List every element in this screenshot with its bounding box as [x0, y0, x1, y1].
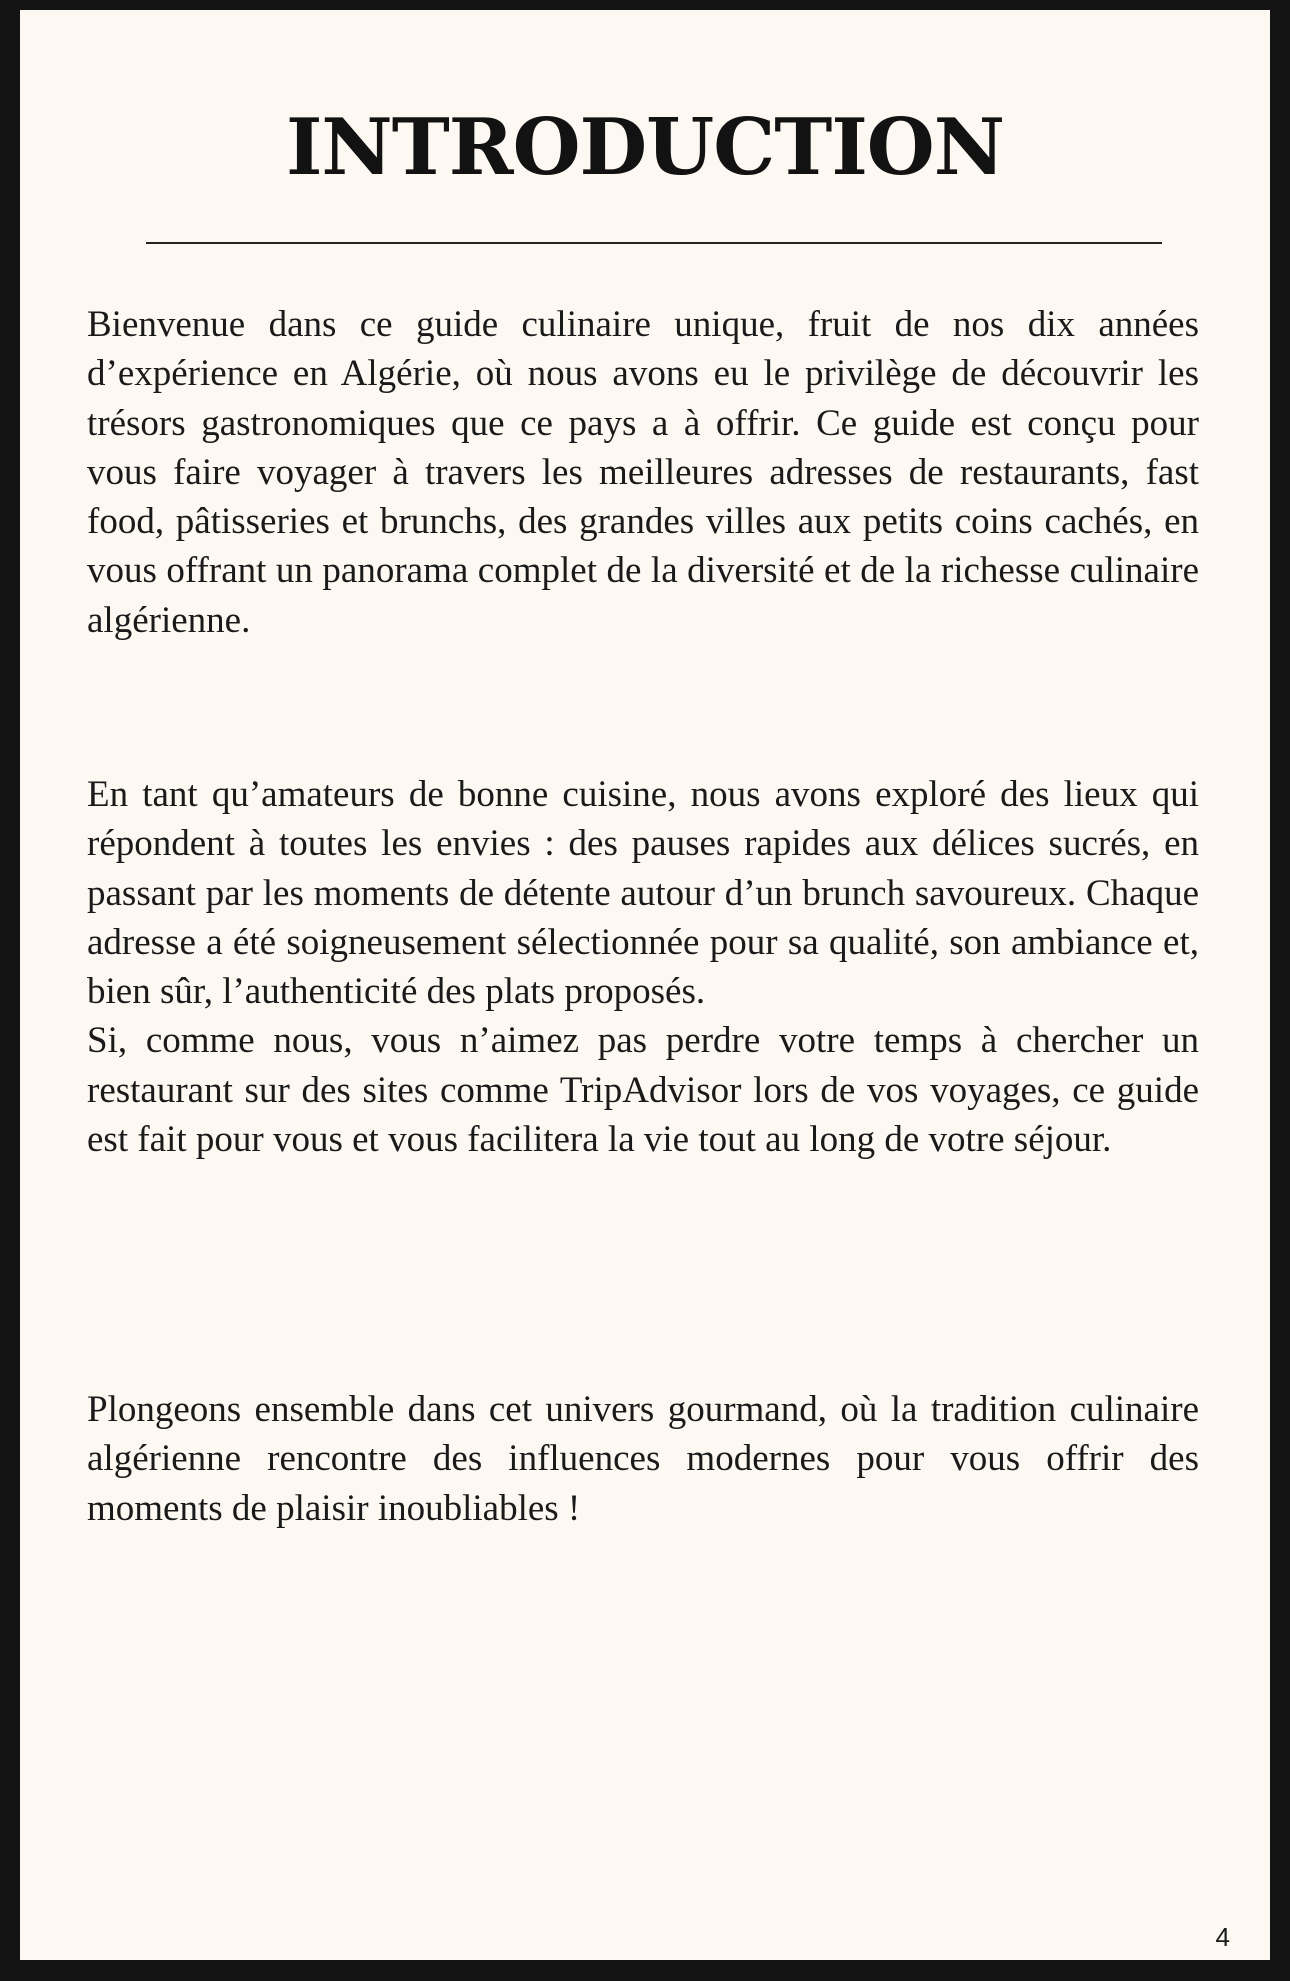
paragraph-closing: Plongeons ensemble dans cet univers gourmand, où la tradition culinaire algérienne rencontre des influences modernes pour vous offrir des moments de plaisir inoubliables !: [87, 1389, 1199, 1529]
page-number: 4: [1215, 1922, 1230, 1952]
title-divider: [146, 242, 1162, 244]
document-page: [20, 10, 1270, 1960]
paragraph-tripadvisor: Si, comme nous, vous n’aimez pas perdre votre temps à chercher un restaurant sur des sites comme TripAdvisor lors de vos voyages, ce guide est fait pour vous et vous facilitera la vie tout au long de votre séjour.: [87, 1020, 1199, 1161]
paragraph-welcome: Bienvenue dans ce guide culinaire unique, fruit de nos dix années d’expérience en Algérie, où nous avons eu le privilège de découvrir les trésors gastronomiques que ce pays a à offrir. Ce guide est conçu pour vous faire voyager à travers les meilleures adresses de restaurants, fast food, pâtisseries et brunchs, des grandes villes aux petits coins cachés, en vous offrant un panorama complet de la diversité et de la richesse culinaire algérienne.: [87, 304, 1199, 641]
paragraph-group-amateurs: [87, 770, 1199, 1164]
paragraph-amateurs: En tant qu’amateurs de bonne cuisine, nous avons exploré des lieux qui répondent à toutes les envies : des pauses rapides aux délices sucrés, en passant par les moments de détente autour d’un brunch savoureux. Chaque adresse a été soigneusement sélectionnée pour sa qualité, son ambiance et, bien sûr, l’authenticité des plats proposés.: [87, 774, 1199, 1013]
page-title: INTRODUCTION: [285, 102, 1005, 193]
